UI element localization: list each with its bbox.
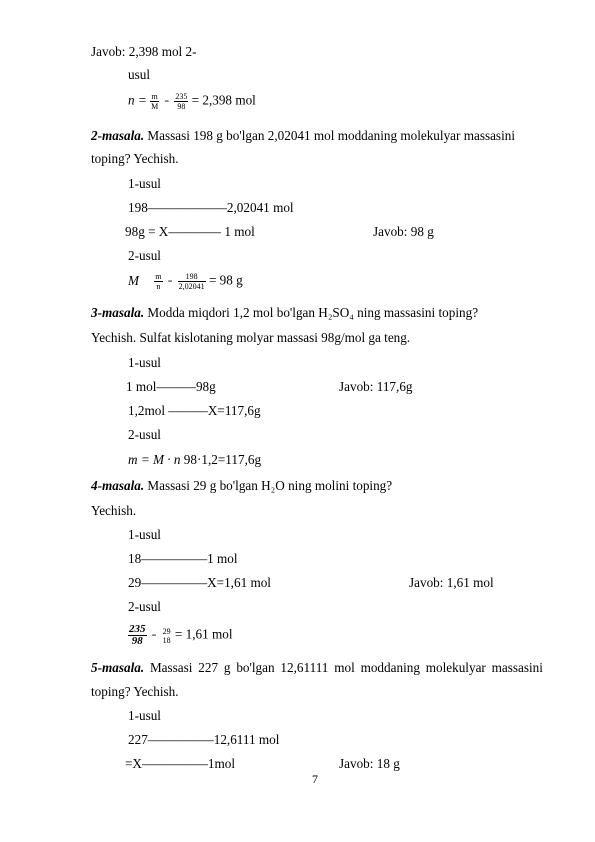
proportion-line: 1 mol———98g [126, 379, 216, 394]
problem-title: 5-masala. [91, 660, 145, 675]
proportion-line: =X—————1mol [125, 756, 236, 771]
problem-4: 4-masala. Massasi 29 g bo'lgan H₂O ning molini toping? [91, 478, 393, 493]
method-label: 1-usul [128, 176, 161, 191]
formula-result: 98·1,2=117,6g [183, 452, 262, 467]
formula-lhs: m = M · n [128, 452, 181, 467]
formula-1: n = $\frac{m}{M}$ = $\frac{235}{98}$ = 2,398 mol [128, 92, 256, 111]
fraction: 29 18 [162, 626, 171, 645]
proportion-line: 1,2mol ———X=117,6g [128, 403, 261, 418]
fraction: $\frac{m}{n}$ [155, 272, 162, 291]
method-label: 1-usul [128, 708, 161, 723]
proportion-line: 227—————12,6111 mol [128, 732, 280, 747]
fraction: $\frac{m}{M}$ [151, 92, 159, 111]
problem-5-cont: toping? Yechish. [91, 684, 179, 699]
proportion-line: 18—————1 mol [128, 551, 238, 566]
answer-text: Javob: 117,6g [339, 379, 413, 394]
proportion-line: 29—————X=1,61 mol [128, 575, 271, 590]
formula-4: $\frac{235}{98}$ = 29 18 = 1,61 mol [129, 623, 233, 647]
fraction: $\frac{198}{2,02041}$ [178, 272, 205, 291]
formula-lhs: M [128, 272, 139, 288]
formula-result: = 98 g [208, 272, 243, 288]
fraction: $\frac{235}{98}$ [129, 623, 146, 647]
problem-title: 3-masala. [91, 305, 145, 320]
method-label: 1-usul [128, 355, 161, 370]
proportion-line: 198——————2,02041 mol [128, 200, 294, 215]
answer-text: Javob: 98 g [373, 224, 434, 239]
formula-result: = 1,61 mol [174, 626, 233, 642]
page-number: 7 [312, 772, 318, 786]
formula-lhs: n = [128, 92, 147, 108]
formula-3 [128, 452, 261, 468]
problem-title: 2-masala. [91, 128, 145, 143]
answer-text: Javob: 18 g [339, 756, 400, 771]
method-label: 2-usul [128, 427, 161, 442]
problem-5: 5-masala. Massasi 227 g bo'lgan 12,61111 mol moddaning molekulyar massasini [91, 660, 543, 675]
problem-title: 4-masala. [91, 478, 145, 493]
method-label: 2-usul [128, 248, 161, 263]
answer-line: Javob: 2,398 mol 2- [91, 44, 197, 59]
problem-2-cont: toping? Yechish. [91, 151, 179, 166]
problem-3: 3-masala. Modda miqdori 1,2 mol bo'lgan H₂SO₄ ning massasini toping? [91, 305, 479, 320]
problem-3-cont: Yechish. Sulfat kislotaning molyar massasi 98g/mol ga teng. [91, 330, 411, 345]
formula-2: M $\frac{m}{n}$ = $\frac{198}{2,02041}$ = 98 g [128, 272, 243, 291]
answer-text: Javob: 1,61 mol [409, 575, 494, 590]
problem-4-cont: Yechish. [91, 503, 137, 518]
method-label: 2-usul [128, 599, 161, 614]
problem-2: 2-masala. Massasi 198 g bo'lgan 2,02041 mol moddaning molekulyar massasini [91, 128, 515, 143]
formula-result: = 2,398 mol [191, 92, 256, 108]
fraction: $\frac{235}{98}$ [175, 92, 188, 111]
method-label: 1-usul [128, 527, 161, 542]
method-label: usul [128, 67, 150, 82]
proportion-line: 98g = X———— 1 mol [125, 224, 255, 239]
